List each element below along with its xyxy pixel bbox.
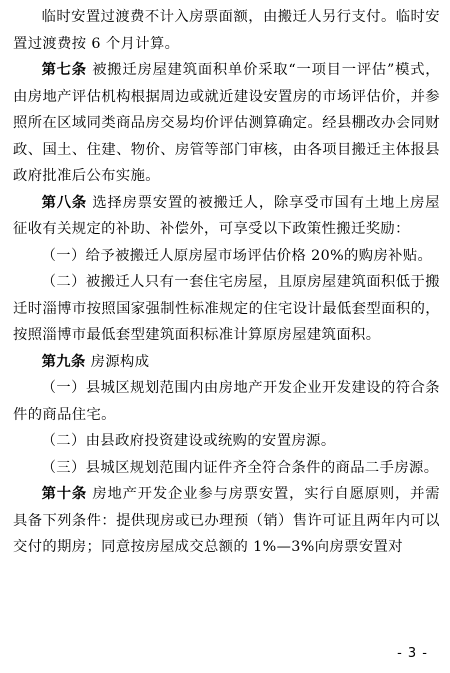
paragraph-text: 临时安置过渡费不计入房票面额，由搬迁人另行支付。临时安置过渡费按 6 个月计算。 [13, 9, 440, 52]
paragraph-transition-fee [13, 4, 440, 57]
paragraph-text: （一）给予被搬迁人原房屋市场评估价格 20%的购房补贴。 [41, 247, 433, 264]
article-label: 第十条 [41, 486, 87, 502]
article-10 [13, 481, 440, 561]
article-9-item-3 [13, 455, 440, 482]
document-page [13, 4, 440, 561]
paragraph-text: 被搬迁房屋建筑面积单价采取“一项目一评估”模式，由房地产评估机构根据周边或就近建设安置房的市场评估价，并参照所在区域同类商品房交易均价评估测算确定。经县棚改办会同财政、国土、住建、物价、房管等部门审核，由各项目搬迁主体报县政府批准后公布实施。 [13, 62, 441, 184]
article-8-item-2 [13, 269, 440, 349]
paragraph-text: （三）县城区规划范围内证件齐全符合条件的商品二手房源。 [41, 459, 439, 476]
article-9 [13, 349, 440, 376]
article-label: 第七条 [41, 62, 87, 78]
article-8-item-1 [13, 243, 440, 270]
paragraph-text: 选择房票安置的被搬迁人，除享受市国有土地上房屋征收有关规定的补助、补偿外，可享受以下政策性搬迁奖励： [13, 194, 441, 237]
article-9-item-1 [13, 375, 440, 428]
paragraph-text: （二）被搬迁人只有一套住宅房屋，且原房屋建筑面积低于搬迁时淄博市按照国家强制性标准规定的住宅设计最低套型面积的，按照淄博市最低套型建筑面积标准计算原房屋建筑面积。 [13, 274, 440, 343]
paragraph-text: （一）县城区规划范围内由房地产开发企业开发建设的符合条件的商品住宅。 [13, 380, 440, 423]
article-7 [13, 57, 440, 190]
page-number: - 3 - [397, 646, 428, 661]
article-label: 第八条 [41, 194, 87, 211]
paragraph-text: 房地产开发企业参与房票安置，实行自愿原则，并需具备下列条件：提供现房或已办理预（销）售许可证且两年内可以交付的期房；同意按房屋成交总额的 1%—3%向房票安置对 [13, 486, 441, 555]
article-8 [13, 190, 440, 243]
paragraph-text: 房源构成 [90, 353, 150, 370]
article-label: 第九条 [41, 353, 86, 370]
paragraph-text: （二）由县政府投资建设或统购的安置房源。 [41, 433, 336, 449]
article-9-item-2 [13, 428, 440, 455]
